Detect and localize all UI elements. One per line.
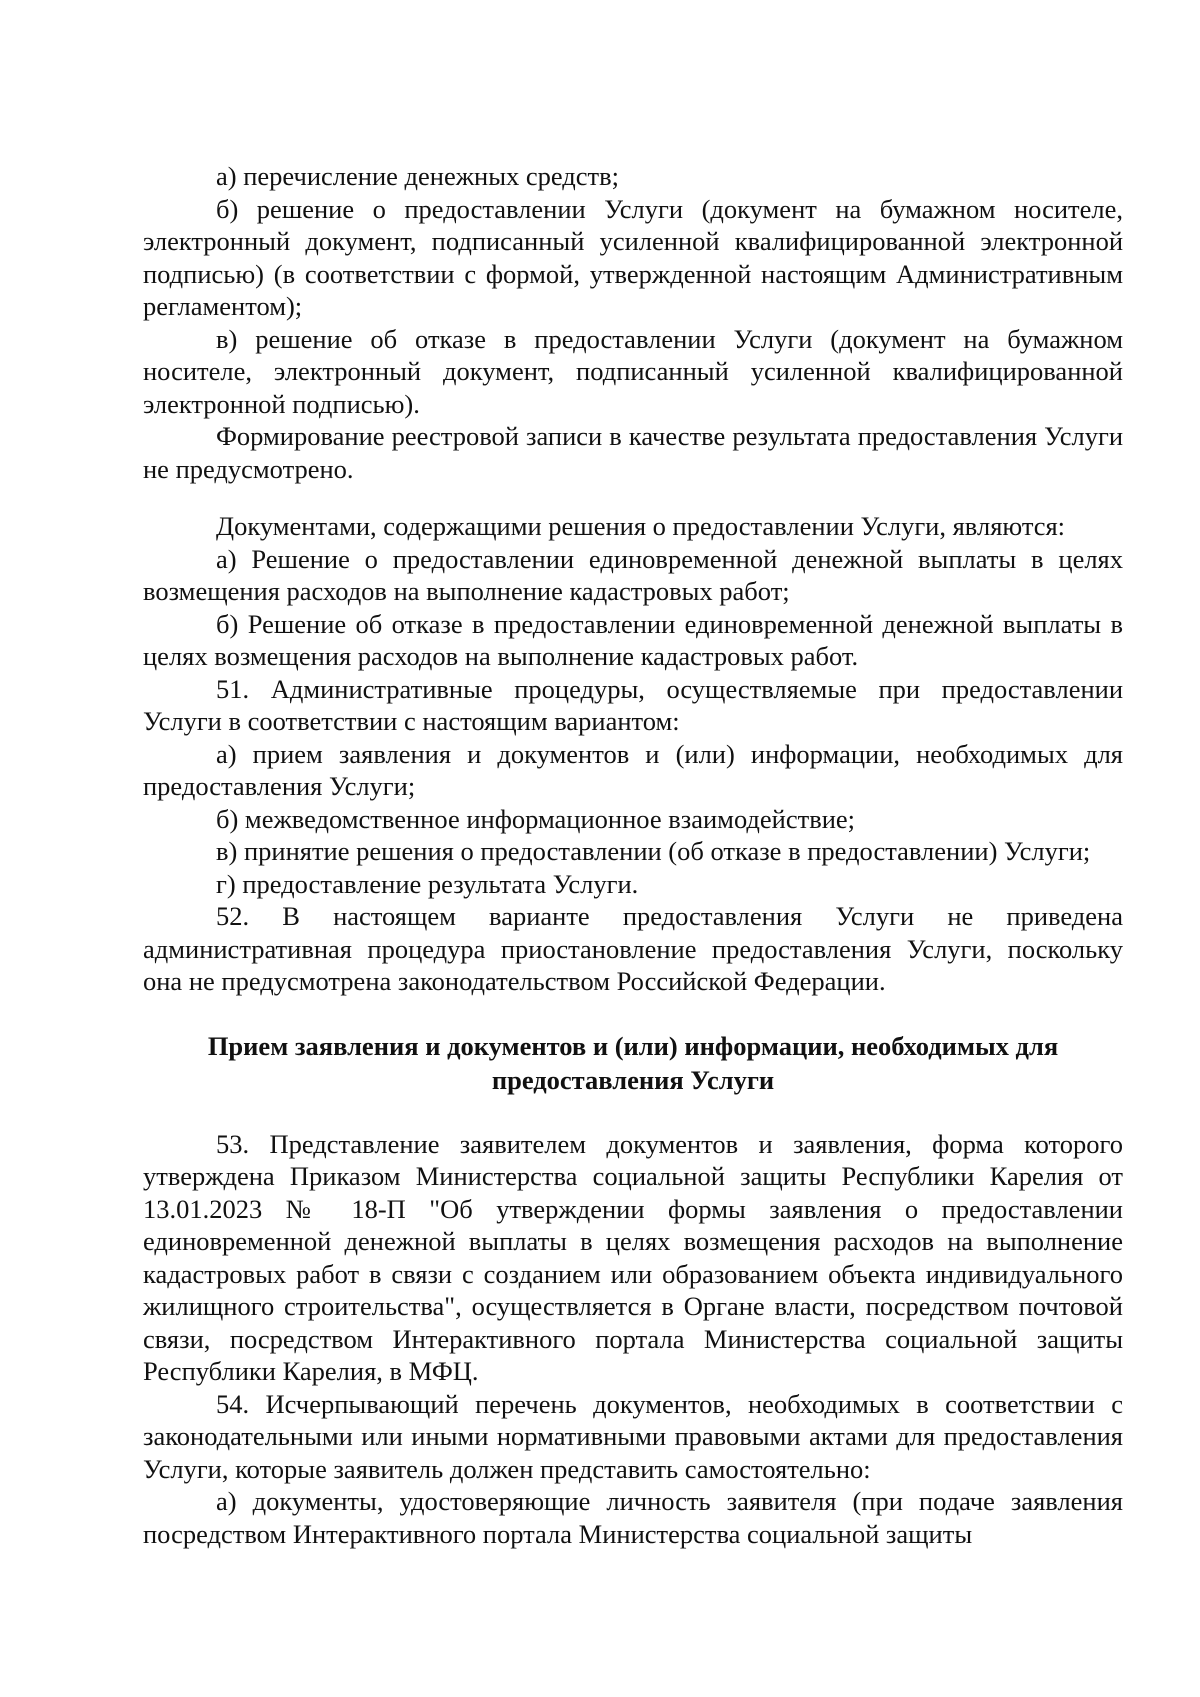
paragraph-53: 53. Представление заявителем документов и заявления, форма которого утверждена Приказом Министерства социальной защиты Республики Карелия от 13.01.2023 № 18-П "Об утверждении формы заявления о предоставлении единовременной денежной выплаты в целях возмещения расходов на выполнение кадастровых работ в связи с созданием или образованием объекта индивидуального жилищного строительства", осуществляется в Органе власти, посредством почтовой связи, посредством Интерактивного портала Министерства социальной защиты Республики Карелия, в МФЦ. (143, 1128, 1123, 1386)
paragraph-decision-documents-b: б) Решение об отказе в предоставлении единовременной денежной выплаты в целях возмещения расходов на выполнение кадастровых работ. (143, 608, 1123, 671)
section-heading-line-1: Прием заявления и документов и (или) информации, необходимых для (207, 1030, 1059, 1061)
paragraph-51-g: г) предоставление результата Услуги. (216, 868, 639, 899)
paragraph-51: 51. Административные процедуры, осуществляемые при предоставлении Услуги в соответствии с настоящим вариантом: (143, 673, 1123, 736)
section-heading-line-2: предоставления Услуги (491, 1064, 775, 1095)
paragraph-54: 54. Исчерпывающий перечень документов, необходимых в соответствии с законодательными или иными нормативными правовыми актами для предоставления Услуги, которые заявитель должен представить самостоятельно: (143, 1388, 1123, 1484)
paragraph-registry-record: Формирование реестровой записи в качестве результата предоставления Услуги не предусмотрено. (143, 421, 1123, 484)
paragraph-decision-documents-intro: Документами, содержащими решения о предоставлении Услуги, являются: (216, 511, 1066, 541)
paragraph-54-a: а) документы, удостоверяющие личность заявителя (при подаче заявления посредством Интерактивного портала Министерства социальной защиты (143, 1486, 1123, 1549)
paragraph-result-decision-grant: б) решение о предоставлении Услуги (документ на бумажном носителе, электронный документ, подписанный усиленной квалифицированной электронной подписью) (в соответствии с формой, утвержденной настоящим Административным регламентом); (143, 193, 1123, 321)
paragraph-52: 52. В настоящем варианте предоставления Услуги не приведена административная процедура приостановление предоставления Услуги, поскольку она не предусмотрена законодательством Российской Федерации. (143, 901, 1123, 996)
paragraph-51-v: в) принятие решения о предоставлении (об отказе в предоставлении) Услуги; (216, 836, 1091, 866)
section-heading (143, 1029, 1123, 1097)
paragraph-decision-documents-a: а) Решение о предоставлении единовременной денежной выплаты в целях возмещения расходов на выполнение кадастровых работ; (143, 543, 1123, 606)
paragraph-result-decision-refusal: в) решение об отказе в предоставлении Услуги (документ на бумажном носителе, электронный документ, подписанный усиленной квалифицированной электронной подписью). (143, 323, 1123, 419)
paragraph-51-a: а) прием заявления и документов и (или) информации, необходимых для предоставления Услуги; (143, 738, 1123, 801)
paragraph-result-transfer: а) перечисление денежных средств; (216, 161, 619, 191)
paragraph-51-b: б) межведомственное информационное взаимодействие; (216, 803, 856, 834)
document-page (143, 160, 1123, 1550)
